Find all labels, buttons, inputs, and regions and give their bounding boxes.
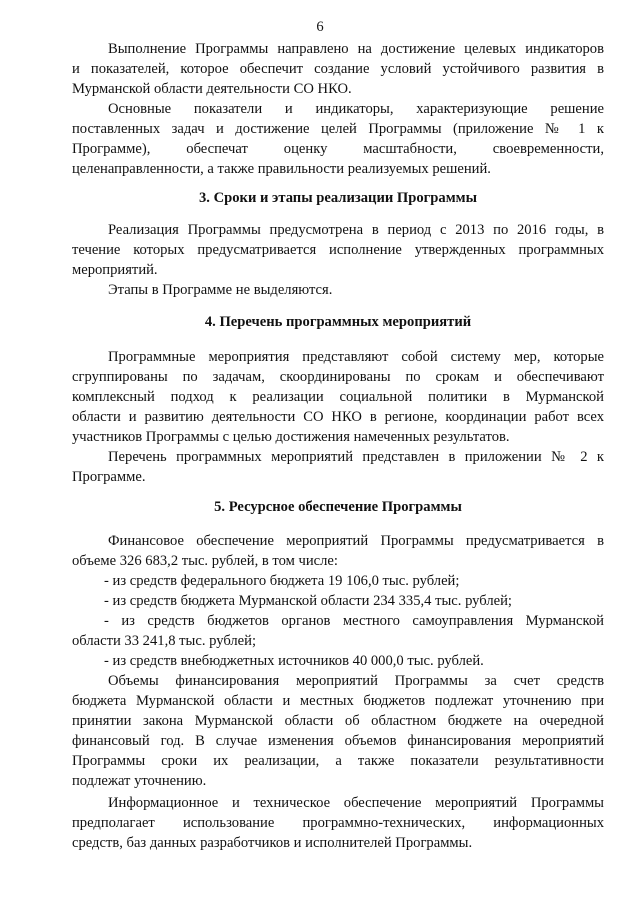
paragraph-line: Перечень программных мероприятий представлен в приложении № 2 к [108, 449, 604, 465]
paragraph-line: финансовый год. В случае изменения объемов финансирования мероприятий [72, 733, 604, 749]
funding-item: - из средств внебюджетных источников 40 000,0 тыс. рублей. [104, 653, 484, 669]
paragraph-line: комплексный подход к реализации социальной политики в Мурманской [72, 389, 604, 405]
paragraph-line: подлежат уточнению. [72, 773, 207, 789]
paragraph-line: объеме 326 683,2 тыс. рублей, в том числе: [72, 553, 338, 569]
paragraph-line: Информационное и техническое обеспечение мероприятий Программы [108, 795, 604, 811]
paragraph-line: Этапы в Программе не выделяются. [108, 282, 333, 298]
paragraph-line: сгруппированы по задачам, скоординированы по срокам и обеспечивают [72, 369, 604, 385]
paragraph-line: Программе. [72, 469, 146, 485]
page-number: 6 [316, 19, 324, 35]
paragraph-line: целенаправленности, а также правильности реализуемых решений. [72, 161, 491, 177]
paragraph-line: бюджета Мурманской области и местных бюджетов подлежат уточнению при [72, 693, 604, 709]
paragraph-line: участников Программы с целью достижения намеченных результатов. [72, 429, 510, 445]
paragraph-line: Программы сроки их реализации, а также показатели результативности [72, 753, 604, 769]
paragraph-line: и показателей, которое обеспечит создание условий устойчивого развития в [72, 61, 604, 77]
funding-item: области 33 241,8 тыс. рублей; [72, 633, 257, 649]
paragraph-line: мероприятий. [72, 262, 158, 278]
paragraph-line: предполагает использование программно-технических, информационных [72, 815, 604, 831]
funding-item: - из средств бюджетов органов местного самоуправления Мурманской [104, 613, 604, 629]
paragraph-line: поставленных задач и достижение целей Программы (приложение № 1 к [72, 121, 604, 137]
section-heading: 5. Ресурсное обеспечение Программы [214, 499, 462, 515]
paragraph-line: Финансовое обеспечение мероприятий Программы предусматривается в [108, 533, 604, 549]
paragraph-line: области и развитию деятельности СО НКО в регионе, координации работ всех [72, 409, 604, 425]
paragraph-line: Реализация Программы предусмотрена в период с 2013 по 2016 годы, в [108, 222, 604, 238]
section-heading: 4. Перечень программных мероприятий [204, 314, 472, 330]
paragraph-line: Программе), обеспечат оценку масштабности, своевременности, [72, 141, 604, 157]
funding-item: - из средств бюджета Мурманской области 234 335,4 тыс. рублей; [104, 593, 512, 609]
paragraph-line: Объемы финансирования мероприятий Программы за счет средств [108, 673, 604, 689]
paragraph-line: Программные мероприятия представляют собой систему мер, которые [108, 349, 604, 365]
paragraph-line: Мурманской области деятельности СО НКО. [72, 81, 352, 97]
funding-item: - из средств федерального бюджета 19 106,0 тыс. рублей; [104, 573, 460, 589]
paragraph-line: Выполнение Программы направлено на достижение целевых индикаторов [108, 41, 604, 57]
section-heading: 3. Сроки и этапы реализации Программы [198, 190, 477, 206]
paragraph-line: средств, баз данных разработчиков и исполнителей Программы. [72, 835, 473, 851]
paragraph-line: Основные показатели и индикаторы, характеризующие решение [108, 101, 604, 117]
paragraph-line: течение которых предусматривается исполнение утвержденных программных [72, 242, 604, 258]
paragraph-line: принятии закона Мурманской области об областном бюджете на очередной [72, 713, 604, 729]
